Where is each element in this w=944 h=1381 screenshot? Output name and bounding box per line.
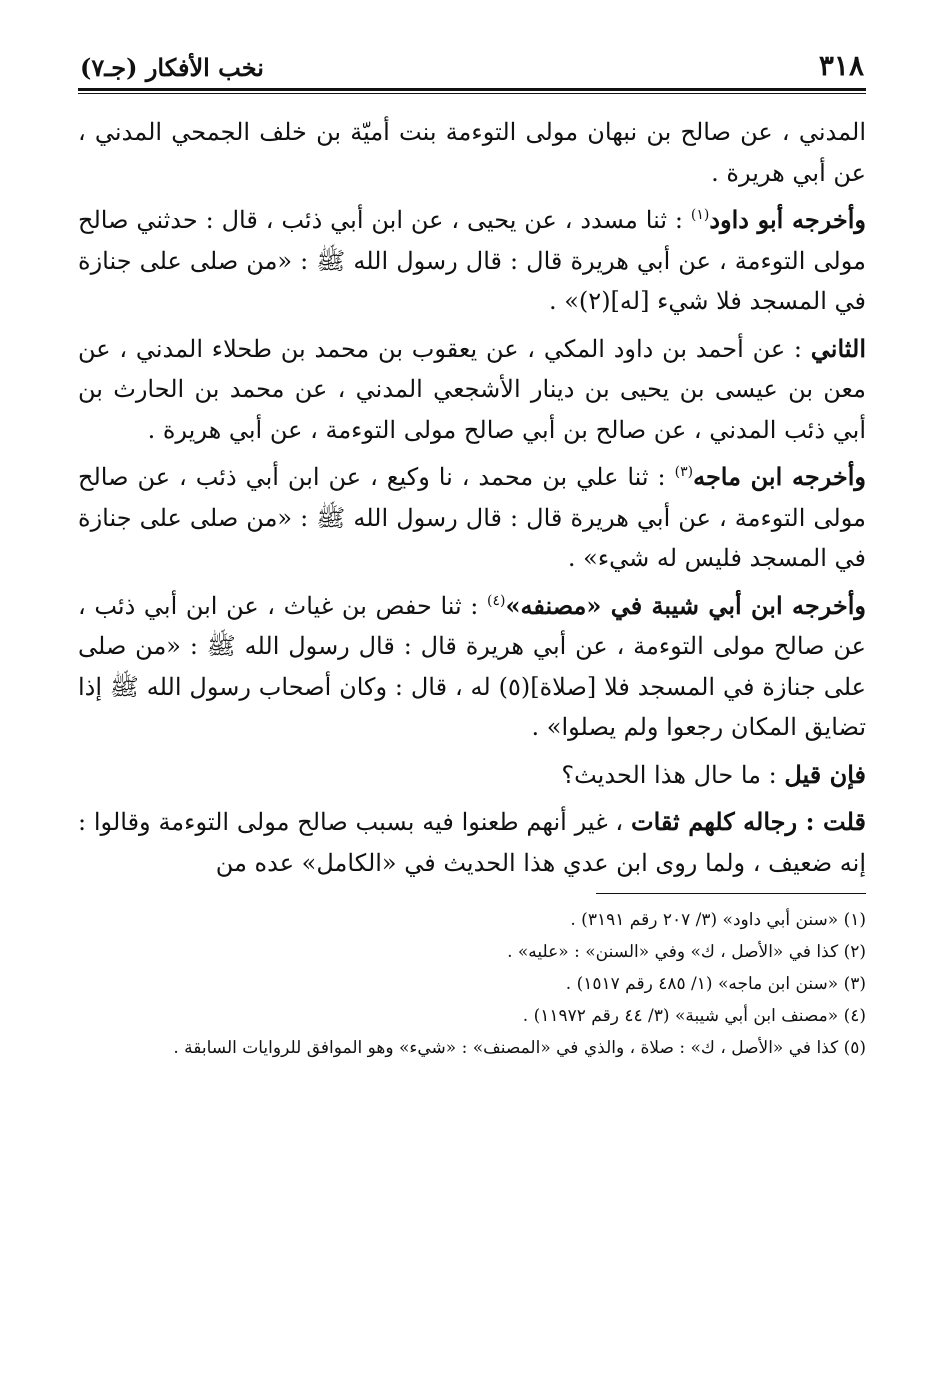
footnote: (٥) كذا في «الأصل ، ك» : صلاة ، والذي في «المصنف» : «شيء» وهو الموافق للروايات السابقة .	[173, 1038, 866, 1058]
footnote: (٢) كذا في «الأصل ، ك» وفي «السنن» : «عليه» .	[507, 942, 866, 962]
paragraph-lead: وأخرجه ابن ماجه	[693, 462, 866, 491]
paragraph	[78, 755, 866, 796]
footnote: (١) «سنن أبي داود» (٣/ ٢٠٧ رقم ٣١٩١) .	[570, 910, 866, 930]
paragraph-lead: قلت : رجاله كلهم ثقات	[630, 807, 866, 836]
paragraph	[78, 586, 866, 748]
header-rule-thin	[78, 93, 866, 94]
paragraph-lead: فإن قيل	[784, 759, 866, 789]
paragraph-text: : ما حال هذا الحديث؟	[561, 760, 785, 789]
footnotes	[78, 904, 866, 1064]
running-title: نخب الأفكار (جـ٧)	[80, 53, 264, 82]
footnote-reference: (١)	[690, 207, 710, 223]
footnote: (٤) «مصنف ابن أبي شيبة» (٣/ ٤٤ رقم ١١٩٧٢) .	[522, 1006, 866, 1026]
paragraph	[78, 112, 866, 193]
main-text	[78, 112, 866, 883]
paragraph	[78, 802, 866, 883]
paragraph	[78, 200, 866, 322]
page-header	[78, 34, 866, 80]
paragraph-text: ، غير أنهم طعنوا فيه بسبب صالح مولى التوءمة وقالوا : إنه ضعيف ، ولما روى ابن عدي هذا الحديث في «الكامل» عده من	[78, 808, 866, 877]
book-page	[78, 34, 866, 1064]
paragraph-lead: وأخرجه أبو داود	[709, 205, 866, 234]
paragraph-text: المدني ، عن صالح بن نبهان مولى التوءمة بنت أميّة بن خلف الجمحي المدني ، عن أبي هريرة .	[78, 118, 866, 187]
footnote-reference: (٣)	[674, 464, 694, 480]
page-number: ٣١٨	[818, 49, 864, 82]
paragraph-lead: وأخرجه ابن أبي شيبة في «مصنفه»	[505, 590, 867, 620]
paragraph-text: : ثنا حفص بن غياث ، عن ابن أبي ذئب ، عن صالح مولى التوءمة ، عن أبي هريرة قال : قال رسول الله ﷺ : «من صلى على جنازة في المسجد فلا [صلاة](٥) له ، قال : وكان أصحاب رسول الله ﷺ إذا تضايق المكان رجعوا ولم يصلوا» .	[78, 591, 866, 741]
footnote-separator	[596, 893, 866, 894]
header-rule-thick	[78, 88, 866, 91]
paragraph-text: : عن أحمد بن داود المكي ، عن يعقوب بن محمد بن طحلاء المدني ، عن معن بن عيسى بن يحيى بن دينار الأشجعي المدني ، عن محمد بن الحارث بن أبي ذئب المدني ، عن صالح بن أبي صالح مولى التوءمة ، عن أبي هريرة .	[78, 334, 866, 444]
paragraph-text: : ثنا علي بن محمد ، نا وكيع ، عن ابن أبي ذئب ، عن صالح مولى التوءمة ، عن أبي هريرة قال : قال رسول الله ﷺ : «من صلى على جنازة في المسجد فليس له شيء» .	[78, 463, 866, 572]
paragraph-text: : ثنا مسدد ، عن يحيى ، عن ابن أبي ذئب ، قال : حدثني صالح مولى التوءمة ، عن أبي هريرة قال : قال رسول الله ﷺ : «من صلى على جنازة في المسجد فلا شيء [له](٢)» .	[78, 206, 866, 315]
paragraph-lead: الثاني	[810, 333, 866, 363]
footnote-reference: (٤)	[487, 592, 506, 609]
footnote: (٣) «سنن ابن ماجه» (١/ ٤٨٥ رقم ١٥١٧) .	[565, 974, 866, 994]
paragraph	[78, 329, 866, 451]
paragraph	[78, 457, 866, 579]
